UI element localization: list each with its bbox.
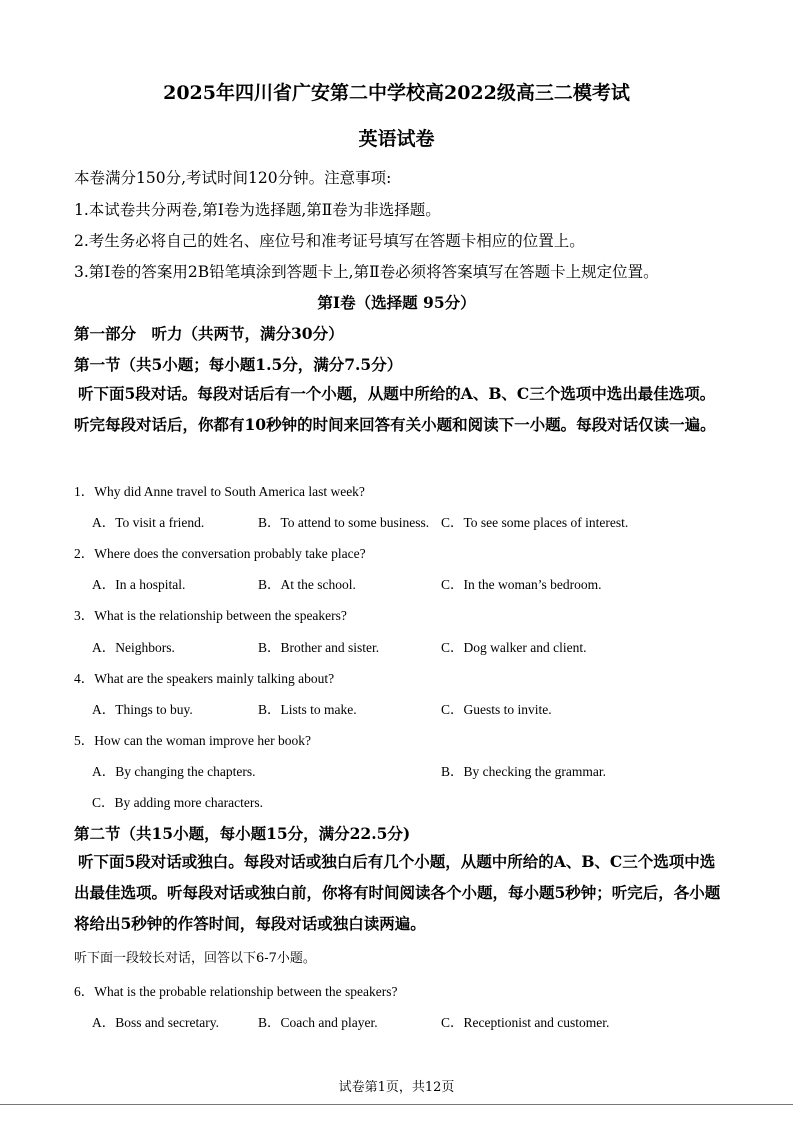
option-c: C．Receptionist and customer. [441,1015,610,1030]
option-a: A．Things to buy. [92,702,193,717]
option-a: A．Neighbors. [92,640,175,655]
option-c: C．Dog walker and client. [441,640,587,655]
footer-divider [0,1104,793,1105]
section-heading: 第一节（共5小题；每小题1.5分，满分7.5分） [74,355,403,374]
option-c: C．By adding more characters. [92,795,263,810]
notice-item: 3.第Ⅰ卷的答案用2B铅笔填涂到答题卡上,第Ⅱ卷必须将答案填写在答题卡上规定位置。 [74,263,659,281]
notice-item: 2.考生务必将自己的姓名、座位号和准考证号填写在答题卡相应的位置上。 [74,232,585,250]
question-stem: 6．What is the probable relationship between the speakers? [74,984,398,999]
option-c: C．In the woman’s bedroom. [441,577,602,592]
option-a: A．Boss and secretary. [92,1015,219,1030]
question-stem: 1．Why did Anne travel to South America last week? [74,484,365,499]
option-c: C．Guests to invite. [441,702,552,717]
volume-heading: 第Ⅰ卷（选择题 95分） [317,293,476,312]
page-subtitle: 英语试卷 [358,128,435,150]
question-stem: 3．What is the relationship between the speakers? [74,608,347,623]
option-b: B．Lists to make. [258,702,357,717]
option-b: B．By checking the grammar. [441,764,606,779]
notice-intro: 本卷满分150分,考试时间120分钟。注意事项: [74,169,392,187]
option-b: B．At the school. [258,577,356,592]
option-b: B．Coach and player. [258,1015,378,1030]
listening-note: 听下面一段较长对话，回答以下6-7小题。 [74,951,316,966]
option-a: A．By changing the chapters. [92,764,256,779]
section-heading: 第二节（共15小题，每小题15分，满分22.5分) [74,824,411,843]
question-stem: 2．Where does the conversation probably take place? [74,546,366,561]
page-footer: 试卷第1页，共12页 [338,1080,455,1095]
option-b: B．Brother and sister. [258,640,380,655]
option-a: A．In a hospital. [92,577,186,592]
option-a: A．To visit a friend. [92,515,205,530]
notice-item: 1.本试卷共分两卷,第Ⅰ卷为选择题,第Ⅱ卷为非选择题。 [74,201,441,219]
question-stem: 5．How can the woman improve her book? [74,733,311,748]
section-instructions: 听下面5段对话或独白。每段对话或独白后有几个小题，从题中所给的A、B、C三个选项中选出最佳选项。听每段对话或独白前，你将有时间阅读各个小题，每小题5秒钟；听完后，各小题将给出5秒钟的作答时间，每段对话或独白读两遍。 [74,852,721,933]
part-heading: 第一部分 听力（共两节，满分30分） [74,324,344,343]
option-c: C．To see some places of interest. [441,515,629,530]
page-title: 2025年四川省广安第二中学校高2022级高三二模考试 [163,82,630,104]
option-b: B．To attend to some business. [258,515,430,530]
section-instructions: 听下面5段对话。每段对话后有一个小题，从题中所给的A、B、C三个选项中选出最佳选项。听完每段对话后，你都有10秒钟的时间来回答有关小题和阅读下一小题。每段对话仅读一遍。 [74,384,716,434]
question-stem: 4．What are the speakers mainly talking about? [74,671,335,686]
